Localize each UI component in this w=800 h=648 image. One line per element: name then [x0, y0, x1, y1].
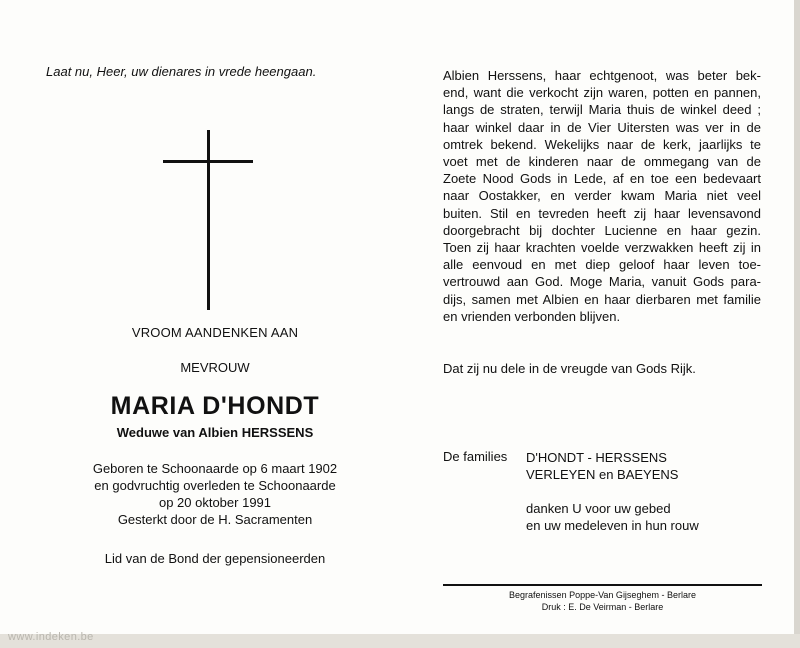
deceased-name: MARIA D'HONDT [110, 392, 320, 420]
paragraph-line: omtrek bekend. Wekelijks naar de kerk, jaarlijks te [443, 136, 761, 152]
bible-quote: Laat nu, Heer, uw dienares in vrede heengaan. [46, 64, 317, 79]
card-edge-shadow [794, 0, 800, 648]
widow-of-line: Weduwe van Albien HERSSENS [116, 425, 314, 440]
bio-line: op 20 oktober 1991 [158, 495, 272, 510]
paragraph-line: voet met de kinderen naar de ommegang van de [443, 154, 761, 170]
thanks-line: danken U voor uw gebed [526, 501, 671, 516]
membership-line: Lid van de Bond der gepensioneerden [104, 551, 326, 566]
families-label: De families [443, 449, 508, 464]
divider-line [443, 584, 762, 586]
paragraph-line: vertrouwd aan God. Moge Maria, vanuit Gods para- [443, 274, 761, 290]
thanks-line: en uw medeleven in hun rouw [526, 518, 699, 533]
paragraph-line: en vrienden verbonden blijven. [443, 308, 621, 324]
printer-credits [443, 589, 762, 613]
cross-vertical-bar [207, 130, 210, 310]
paragraph-line: haar winkel daar in de Vier Uitersten was ver in de [443, 119, 761, 135]
printer-line: Druk : E. De Veirman - Berlare [541, 602, 664, 612]
bio-line: Gesterkt door de H. Sacramenten [117, 512, 313, 527]
cross-horizontal-bar [163, 160, 253, 163]
paragraph-line: langs de straten, terwijl Maria thuis de winkel deed ; [443, 102, 761, 118]
thanks-text [526, 500, 699, 534]
biography-paragraph [443, 67, 761, 325]
paragraph-line: end, want die verkocht zijn waren, potten en pannen, [443, 85, 761, 101]
paragraph-line: Zoete Nood Gods in Lede, af en toe een bedevaart [443, 171, 761, 187]
paragraph-line: dijs, samen met Albien en haar dierbaren met familie [443, 291, 761, 307]
paragraph-line: doorgebracht bij dochter Lucienne en haar gezin. [443, 222, 761, 238]
bio-line: Geboren te Schoonaarde op 6 maart 1902 [92, 461, 338, 476]
family-name: VERLEYEN en BAEYENS [526, 467, 679, 482]
birth-death-details [60, 460, 370, 528]
card-bottom-shadow [0, 634, 800, 648]
undertaker-line: Begrafenissen Poppe-Van Gijseghem - Berlare [509, 590, 696, 600]
in-memory-heading: VROOM AANDENKEN AAN [131, 325, 299, 340]
site-watermark: www.indeken.be [8, 631, 94, 643]
paragraph-line: buiten. Stil en tevreden heeft zij haar levensavond [443, 205, 761, 221]
paragraph-line: alle eenvoud en met diep geloof haar leven toe- [443, 257, 761, 273]
bio-line: en godvruchtig overleden te Schoonaarde [94, 478, 336, 493]
paragraph-line: Toen zij haar krachten voelde verzwakken heeft zij in [443, 240, 761, 256]
title-mevrouw: MEVROUW [180, 360, 250, 375]
family-name: D'HONDT - HERSSENS [526, 450, 667, 465]
paragraph-line: Albien Herssens, haar echtgenoot, was beter bek- [443, 68, 761, 83]
family-names [526, 449, 678, 483]
paragraph-line: naar Oostakker, en verder kwam Maria niet veel [443, 188, 761, 204]
closing-sentence: Dat zij nu dele in de vreugde van Gods Rijk. [443, 361, 696, 376]
